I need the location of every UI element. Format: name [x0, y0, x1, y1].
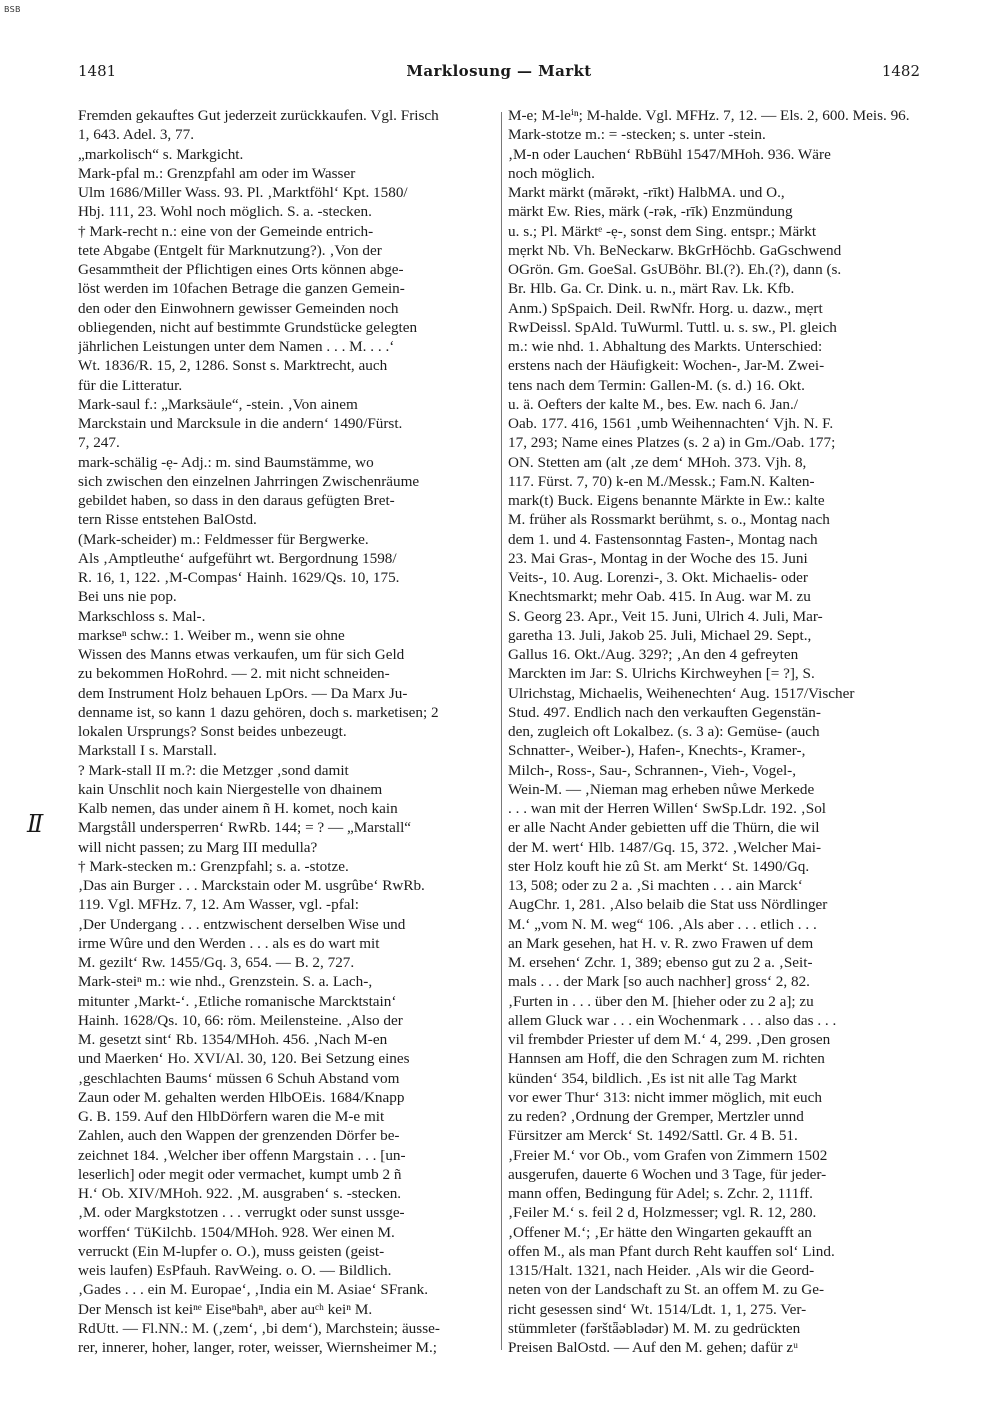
- text-line: mẹrkt Nb. Vh. BeNeckarw. BkGrHöchb. GaGschwend: [508, 241, 842, 259]
- library-mark: BSB: [4, 5, 21, 14]
- text-line: Wt. 1836/R. 15, 2, 1286. Sonst s. Marktrecht, auch: [78, 357, 388, 375]
- text-line: obliegenden, nicht auf bestimmte Grundstücke gelegten: [78, 318, 418, 336]
- text-line: noch möglich.: [508, 164, 595, 182]
- text-line: M. früher als Rossmarkt berühmt, s. o., Montag nach: [508, 511, 830, 529]
- text-line: ‚Furten in . . . über den M. [hieher oder zu 2 a]; zu: [508, 992, 814, 1010]
- text-line: 119. Vgl. MFHz. 7, 12. Am Wasser, vgl. -pfal:: [78, 896, 359, 914]
- text-line: . . . wan mit der Herren Willen‘ SwSp.Ldr. 192. ‚Sol: [508, 800, 827, 817]
- running-head: [78, 62, 920, 84]
- text-line: (Mark-scheider) m.: Feldmesser für Bergwerke.: [78, 530, 369, 548]
- text-line: Veits-, 10. Aug. Lorenzi-, 3. Okt. Michaelis- oder: [508, 569, 808, 586]
- text-line: dem 1. und 4. Fastensonntag Fasten-, Montag nach: [508, 530, 818, 548]
- text-line: Mark-pfal m.: Grenzpfahl am oder im Wasser: [78, 164, 356, 182]
- text-line: Anm.) SpSpaich. Deil. RwNfr. Horg. u. dazw., mẹrt: [508, 299, 823, 317]
- text-line: RdUtt. — Fl.NN.: M. (‚zem‘, ‚bi dem‘), Marchstein; äusse-: [78, 1319, 440, 1337]
- text-line: offen M., als man Pfant durch Reht kauffen sol‘ Lind.: [508, 1242, 835, 1260]
- text-line: worffen‘ TüKilchb. 1504/MHoh. 928. Wer einen M.: [78, 1223, 395, 1241]
- text-line: löst werden im 10fachen Betrage die ganzen Gemein-: [78, 280, 405, 298]
- text-line: 23. Mai Gras-, Montag in der Woche des 15. Juni: [508, 549, 808, 567]
- text-line: Knechtsmarkt; mehr Oab. 415. In Aug. war M. zu: [508, 588, 811, 606]
- text-line: für die Litteratur.: [78, 376, 183, 394]
- text-line: Gesammtheit der Pflichtigen eines Orts können abge-: [78, 261, 404, 278]
- text-line: erstens nach der Häufigkeit: Wochen-, Jar-M. Zwei-: [508, 357, 825, 375]
- text-line: Wein-M. — ‚Nieman mag erheben nůwe Merkede: [508, 780, 815, 798]
- text-line: H.‘ Ob. XIV/MHoh. 922. ‚M. ausgraben‘ s. -stecken.: [78, 1185, 402, 1202]
- text-line: will nicht passen; zu Marg III medulla?: [78, 838, 318, 856]
- text-line: mark(t) Buck. Eigens benannte Märkte in Ew.: kalte: [508, 492, 825, 509]
- text-line: Ulm 1686/Miller Wass. 93. Pl. ‚Marktföhl‘ Kpt. 1580/: [78, 184, 408, 201]
- text-line: Hannsen am Hoff, die den Schragen zum M. richten: [508, 1050, 825, 1068]
- right-column: [508, 106, 920, 1357]
- text-line: ‚M-n oder Lauchen‘ RbBühl 1547/MHoh. 936. Wäre: [508, 145, 831, 163]
- text-line: M. gezilt‘ Rw. 1455/Gq. 3, 654. — B. 2, 727.: [78, 954, 355, 971]
- text-line: Markschloss s. Mal-.: [78, 607, 206, 625]
- text-line: M-e; M-leⁱⁿ; M-halde. Vgl. MFHz. 7, 12. — Els. 2, 600. Meis. 96.: [508, 107, 910, 124]
- text-line: ‚Freier M.‘ vor Ob., vom Grafen von Zimmern 1502: [508, 1146, 828, 1164]
- text-line: ‚Gades . . . ein M. Europae‘, ‚India ein M. Asiae‘ SFrank.: [78, 1281, 429, 1299]
- text-line: tern Risse entstehen BalOstd.: [78, 511, 257, 529]
- text-line: Wissen des Manns etwas verkaufen, um für sich Geld: [78, 646, 405, 663]
- text-line: neten von der Landschaft zu St. an offem M. zu Ge-: [508, 1281, 825, 1299]
- text-line: Mark-stotze m.: = -stecken; s. unter -stein.: [508, 126, 766, 144]
- text-line: leserlich] oder megit oder vermachet, kumpt umb 2 ñ: [78, 1165, 402, 1183]
- text-line: zu reden? ‚Ordnung der Gremper, Mertzler unnd: [508, 1108, 804, 1125]
- text-line: den oder den Einwohnern gewisser Gemeinden noch: [78, 299, 399, 317]
- text-line: RwDeissl. SpAld. TuWurml. Tuttl. u. s. sw., Pl. gleich: [508, 318, 837, 336]
- text-line: Oab. 177. 416, 1561 ‚umb Weihennachten‘ Vjh. N. F.: [508, 415, 834, 432]
- column-divider: [501, 112, 502, 1350]
- text-line: † Mark-stecken m.: Grenzpfahl; s. a. -stotze.: [78, 857, 349, 875]
- text-line: 1315/Halt. 1321, nach Heider. ‚Als wir die Geord-: [508, 1262, 815, 1279]
- text-line: Zahlen, auch den Wappen der grenzenden Dörfer be-: [78, 1127, 400, 1145]
- text-line: Bei uns nie pop.: [78, 588, 177, 606]
- text-line: ‚Offener M.‘; ‚Er hätte den Wingarten gekaufft an: [508, 1223, 812, 1241]
- text-line: der M. wert‘ Hlb. 1487/Gq. 15, 372. ‚Welcher Mai-: [508, 838, 821, 856]
- text-line: an Mark gesehen, hat H. v. R. zwo Frawen uf dem: [508, 934, 814, 952]
- text-line: stümmleter (fərštǟəblədər) M. M. zu gedrückten: [508, 1319, 801, 1337]
- text-line: jährlichen Leistungen unter dem Namen . . . M. . . .‘: [78, 338, 395, 355]
- text-line: zu bekommen HoRohrd. — 2. mit nicht schneiden-: [78, 665, 390, 683]
- left-column: [78, 106, 498, 1357]
- text-line: irme Wûre und den Werden . . . als es do wart mit: [78, 934, 380, 952]
- margin-mark: Ⅱ: [27, 810, 44, 838]
- page-number-right: 1482: [881, 62, 920, 80]
- text-line: mals . . . der Mark [so auch nachher] gross‘ 2, 82.: [508, 973, 810, 991]
- text-line: S. Georg 23. Apr., Veit 15. Juni, Ulrich 4. Juli, Mar-: [508, 607, 823, 625]
- text-line: ster Holz kouft hie zû St. am Merkt‘ St. 1490/Gq.: [508, 857, 810, 875]
- text-line: Marckten im Jar: S. Ulrichs Kirchweyhen [= ?], S.: [508, 665, 815, 683]
- text-line: märkt Ew. Ries, märk (-rək, -rīk) Enzmündung: [508, 203, 793, 221]
- page-title: Marklosung — Markt: [406, 62, 592, 80]
- text-line: Ulrichstag, Michaelis, Weihenechten‘ Aug. 1517/Vischer: [508, 684, 855, 702]
- text-line: ‚Das ain Burger . . . Marckstain oder M. usgrûbe‘ RwRb.: [78, 877, 425, 894]
- text-line: G. B. 159. Auf den HlbDörfern waren die M-e mit: [78, 1108, 385, 1125]
- text-line: Zaun oder M. gehalten werden HlbOEis. 1684/Knapp: [78, 1088, 405, 1106]
- text-line: vil frembder Priester uf dem M.‘ 4, 299. ‚Den grosen: [508, 1031, 831, 1048]
- text-line: ‚Der Undergang . . . entzwischent derselben Wise und: [78, 915, 406, 933]
- text-line: M. gesetzt sint‘ Rb. 1354/MHoh. 456. ‚Nach M-en: [78, 1031, 388, 1048]
- text-line: zeichnet 184. ‚Welcher iber offenn Margstain . . . [un-: [78, 1146, 406, 1164]
- text-line: Mark-steiⁿ m.: wie nhd., Grenzstein. S. a. Lach-,: [78, 973, 373, 991]
- text-line: garetha 13. Juli, Jakob 25. Juli, Michael 29. Sept.,: [508, 626, 812, 644]
- text-line: und Maerken‘ Ho. XVI/Al. 30, 120. Bei Setzung eines: [78, 1050, 410, 1068]
- text-line: mann offen, Bedingung für Adel; s. Zchr. 2, 111ff.: [508, 1185, 813, 1202]
- text-line: rer, innerer, hoher, langer, roter, weisser, Wiernsheimer M.;: [78, 1339, 437, 1356]
- text-line: künden‘ 354, bildlich. ‚Es ist nit alle Tag Markt: [508, 1069, 797, 1087]
- text-line: weis laufen) EsPfauh. RavWeing. o. O. — Bildlich.: [78, 1262, 392, 1279]
- text-line: Hainh. 1628/Qs. 10, 66: röm. Meilensteine. ‚Also der: [78, 1011, 403, 1029]
- text-line: 117. Fürst. 7, 70) k-en M./Messk.; Fam.N. Kalten-: [508, 472, 815, 490]
- text-line: Als ‚Amptleuthe‘ aufgeführt wt. Bergordnung 1598/: [78, 549, 397, 567]
- text-line: ? Mark-stall II m.?: die Metzger ‚sond damit: [78, 761, 349, 779]
- page-number-left: 1481: [78, 62, 117, 80]
- text-line: R. 16, 1, 122. ‚M-Compas‘ Hainh. 1629/Qs. 10, 175.: [78, 569, 400, 586]
- text-line: M.‘ „vom N. M. weg“ 106. ‚Als aber . . . etlich . . .: [508, 915, 817, 933]
- text-line: u. s.; Pl. Märktᵉ -ẹ-, sonst dem Sing. entspr.; Märkt: [508, 222, 817, 240]
- text-line: ‚M. oder Margkstotzen . . . verrugkt oder sunst ussge-: [78, 1204, 405, 1222]
- text-line: tens nach dem Termin: Gallen-M. (s. d.) 16. Okt.: [508, 376, 805, 394]
- text-line: mark-schälig -ẹ- Adj.: m. sind Baumstämme, wo: [78, 453, 374, 471]
- text-line: 1, 643. Adel. 3, 77.: [78, 126, 195, 144]
- text-line: Margståll undersperren‘ RwRb. 144; = ? — „Marstall“: [78, 819, 412, 837]
- text-line: Fremden gekauftes Gut jederzeit zurückkaufen. Vgl. Frisch: [78, 107, 439, 124]
- text-line: ausgerufen, dauerte 6 Wochen und 3 Tage, für jeder-: [508, 1165, 827, 1183]
- text-line: Der Mensch ist keiⁿᵉ Eiseⁿbahⁿ, aber auᶜʰ keiⁿ M.: [78, 1300, 373, 1318]
- text-line: Markstall I s. Marstall.: [78, 742, 217, 760]
- text-line: mitunter ‚Markt-‘. ‚Etliche romanische Marcktstain‘: [78, 992, 397, 1010]
- text-line: † Mark-recht n.: eine von der Gemeinde entrich-: [78, 222, 374, 240]
- text-line: ‚Feiler M.‘ s. feil 2 d, Holzmesser; vgl. R. 12, 280.: [508, 1204, 817, 1222]
- text-line: den, zugleich oft Lokalbez. (s. 3 a): Gemüse- (auch: [508, 723, 820, 740]
- text-line: gebildet haben, so dass in den daraus gefügten Bret-: [78, 492, 395, 509]
- text-line: 17, 293; Name eines Platzes (s. 2 a) in Gm./Oab. 177;: [508, 434, 836, 452]
- text-line: denname ist, so kann 1 dazu gehören, doch s. marketisen; 2: [78, 703, 439, 721]
- text-line: richt gesessen sind‘ Wt. 1514/Ldt. 1, 1, 275. Ver-: [508, 1300, 807, 1318]
- text-line: Preisen BalOstd. — Auf den M. gehen; dafür zᵘ: [508, 1339, 799, 1356]
- text-line: Marckstain und Marcksule in die andern‘ 1490/Fürst.: [78, 415, 403, 432]
- text-line: kain Unschlit noch kain Niergestelle von dhainem: [78, 780, 383, 798]
- text-line: verruckt (Ein M-lupfer o. O.), muss geisten (geist-: [78, 1242, 385, 1260]
- text-line: allem Gluck war . . . ein Wochenmark . . . also das . . .: [508, 1011, 837, 1029]
- text-line: OGrön. Gm. GoeSal. GsUBöhr. Bl.(?). Eh.(?), dann (s.: [508, 261, 842, 278]
- text-line: Milch-, Ross-, Sau-, Schrannen-, Vieh-, Vogel-,: [508, 761, 797, 779]
- text-line: lokalen Ursprungs? Sonst beides unbezeugt.: [78, 723, 347, 740]
- text-line: Gallus 16. Okt./Aug. 329?; ‚An den 4 gefreyten: [508, 646, 799, 663]
- text-line: Kalb nemen, das under ainem ñ H. komet, noch kain: [78, 800, 398, 817]
- text-line: er alle Nacht Ander gebietten uff die Thürn, die wil: [508, 819, 820, 837]
- text-line: 7, 247.: [78, 434, 120, 452]
- text-line: sich zwischen den einzelnen Jahrringen Zwischenräume: [78, 472, 420, 490]
- text-line: u. ä. Oefters der kalte M., bes. Ew. nach 6. Jan./: [508, 395, 799, 413]
- text-line: vor ewer Thur‘ 313: nicht immer möglich, mit euch: [508, 1088, 822, 1106]
- text-line: m.: wie nhd. 1. Abhaltung des Markts. Unterschied:: [508, 338, 823, 355]
- text-line: tete Abgabe (Entgelt für Marknutzung?). ‚Von der: [78, 241, 382, 259]
- text-line: markseⁿ schw.: 1. Weiber m., wenn sie ohne: [78, 626, 345, 644]
- text-line: Br. Hlb. Ga. Cr. Dink. u. n., märt Rav. Lk. Kfb.: [508, 280, 795, 298]
- text-line: „markolisch“ s. Markgicht.: [78, 145, 244, 163]
- text-line: Fürsitzer am Merck‘ St. 1492/Sattl. Gr. 4 B. 51.: [508, 1127, 798, 1145]
- text-line: Schnatter-, Weiber-), Hafen-, Knechts-, Kramer-,: [508, 742, 806, 760]
- text-line: Stud. 497. Endlich nach den verkauften Gegenstän-: [508, 703, 821, 721]
- text-line: 13, 508; oder zu 2 a. ‚Si machten . . . ain Marck‘: [508, 877, 803, 894]
- text-line: M. ersehen‘ Zchr. 1, 389; ebenso gut zu 2 a. ‚Seit-: [508, 954, 813, 971]
- text-line: Hbj. 111, 23. Wohl noch möglich. S. a. -stecken.: [78, 203, 372, 221]
- text-line: Mark-saul f.: „Marksäule“, -stein. ‚Von ainem: [78, 395, 358, 413]
- text-line: AugChr. 1, 281. ‚Also belaib die Stat uss Nördlinger: [508, 896, 828, 914]
- text-line: Markt märkt (mărəkt, -rīkt) HalbMA. und O.,: [508, 184, 785, 201]
- text-line: dem Instrument Holz behauen LpOrs. — Da Marx Ju-: [78, 684, 408, 702]
- text-line: ‚geschlachten Baums‘ müssen 6 Schuh Abstand vom: [78, 1069, 400, 1087]
- text-line: ON. Stetten am (alt ‚ze dem‘ MHoh. 373. Vjh. 8,: [508, 453, 807, 471]
